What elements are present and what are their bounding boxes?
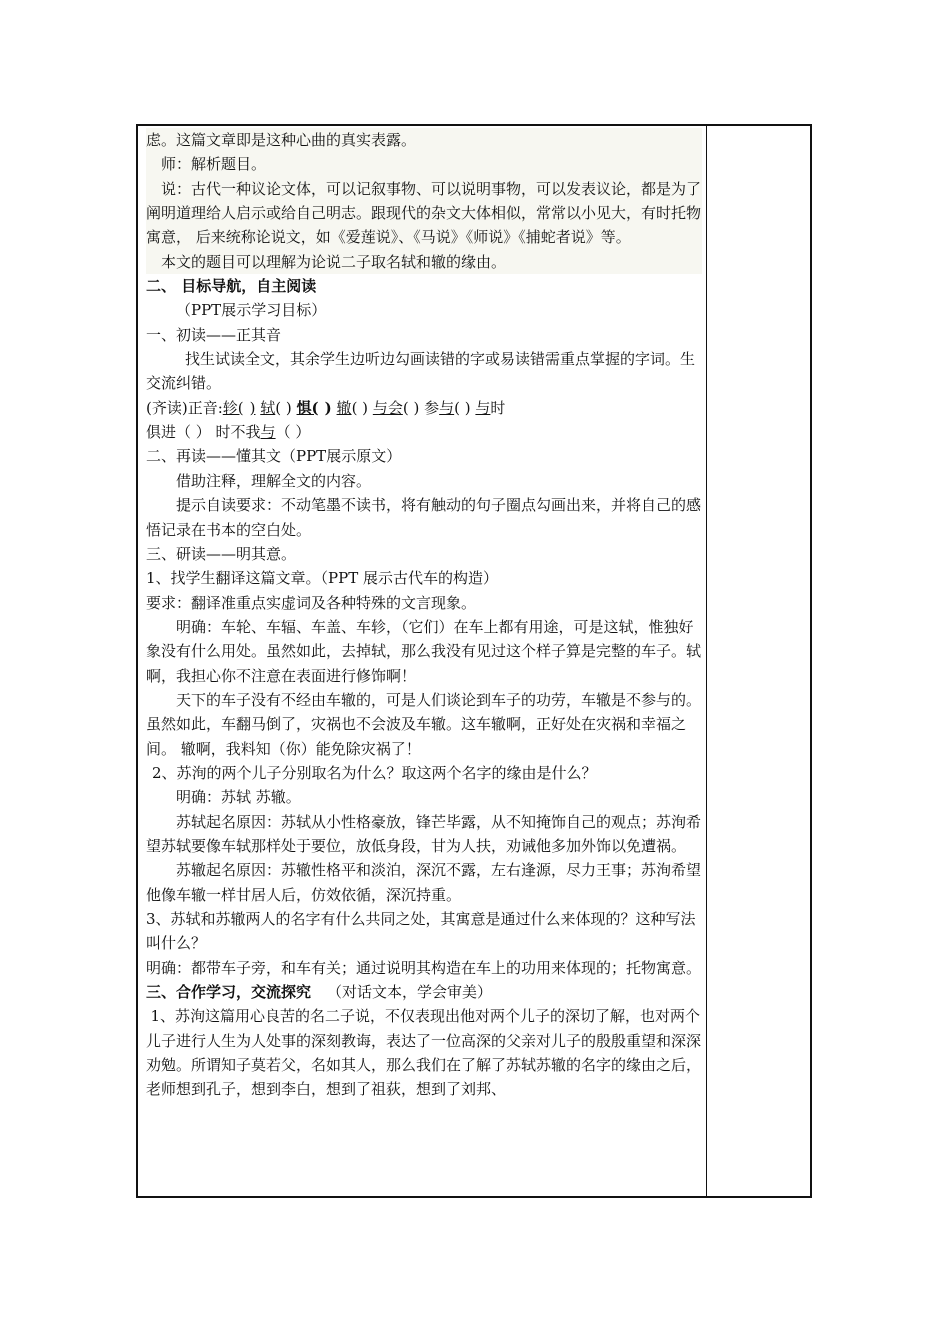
paragraph: 天下的车子没有不经由车辙的，可是人们谈论到车子的功劳，车辙是不参与的。虽然如此，车翻马倒了，灾祸也不会波及车辙。这车辙啊，正好处在灾祸和幸福之间。 辙啊，我料知（你）能免除灾祸了！ — [146, 690, 702, 758]
underlined-word: 轼 — [260, 398, 276, 417]
pronunciation-line — [146, 396, 702, 420]
heading-note: （对话文本，学会审美） — [327, 983, 493, 1002]
lesson-table — [136, 124, 812, 1198]
blank: ( ) — [351, 398, 369, 417]
underlined-word: ) — [249, 398, 256, 417]
pronunciation-line — [146, 420, 702, 444]
text-span: 时 — [490, 398, 506, 417]
underlined-word: 辙 — [336, 398, 352, 417]
text-span: （ ） — [275, 423, 311, 442]
paragraph: 1、苏洵这篇用心良苦的名二子说，不仅表现出他对两个儿子的深切了解，也对两个儿子进行人生为人处事的深刻教诲，表达了一位高深的父亲对儿子的殷殷重望和深深劝勉。所谓知子莫若父，名如其人，那么我们在了解了苏轼苏辙的名字的缘由之后，老师想到孔子，想到李白，想到了祖荻，想到了刘邦、 — [146, 1007, 702, 1099]
underlined-word: 与会 — [372, 398, 403, 417]
paragraph: 借助注释，理解全文的内容。 — [176, 471, 372, 490]
subsection-heading: 三、研读——明其意。 — [146, 544, 297, 563]
blank: ( ) — [275, 398, 292, 417]
column-divider — [706, 126, 707, 1196]
paragraph: 找生试读全文，其余学生边听边勾画读错的字或易读错需重点掌握的字词。生交流纠错。 — [146, 350, 696, 393]
paragraph: 本文的题目可以理解为论说二子取名轼和辙的缘由。 — [146, 250, 702, 274]
blank: ( ) — [454, 398, 471, 417]
text-span: ) — [324, 398, 332, 417]
paragraph: 1、找学生翻译这篇文章。（PPT 展示古代车的构造） — [146, 569, 499, 588]
paragraph: 说：古代一种议论文体，可以记叙事物、可以说明事物，可以发表议论，都是为了阐明道理给人启示或给自己明志。跟现代的杂文大体相似，常常以小见大，有时托物寓意， 后来统称论说文，如《爱莲说》、《马说》《师说》《捕蛇者说》等。 — [146, 177, 702, 250]
paragraph: 苏辙起名原因：苏辙性格平和淡泊，深沉不露，左右逢源，尽力王事；苏洵希望他像车辙一样甘居人后，仿效依循，深沉持重。 — [146, 861, 702, 904]
paragraph: 明确：苏轼 苏辙。 — [176, 788, 301, 807]
underlined-word: 与 — [475, 398, 491, 417]
blank: ( ) — [402, 398, 420, 417]
paragraph: 要求：翻译准重点实虚词及各种特殊的文言现象。 — [146, 593, 477, 612]
paragraph: （PPT展示学习目标） — [176, 301, 327, 320]
text-span: 俱进（ ） 时不我 — [146, 423, 261, 442]
paragraph: 明确：都带车子旁，和车有关；通过说明其构造在车上的功用来体现的；托物寓意。 — [146, 958, 702, 977]
text-span: 参 — [424, 398, 440, 417]
underlined-word: 与 — [260, 423, 276, 442]
paragraph: 虑。这篇文章即是这种心曲的真实表露。 — [146, 128, 702, 152]
paragraph: 明确：车轮、车辐、车盖、车轸，（它们）在车上都有用途，可是这轼，惟独好象没有什么用处。虽然如此，去掉轼，那么我没有见过这个样子算是完整的车子。轼啊，我担心你不注意在表面进行修饰啊！ — [146, 617, 702, 685]
section-heading-line — [146, 980, 702, 1004]
question: 3、苏轼和苏辙两人的名字有什么共同之处，其寓意是通过什么来体现的？这种写法叫什么？ — [146, 910, 696, 953]
paragraph: 苏轼起名原因：苏轼从小性格豪放，锋芒毕露，从不知掩饰自己的观点；苏洵希望苏轼要像车轼那样处于要位，放低身段，甘为人扶，劝诫他多加外饰以免遭祸。 — [146, 812, 702, 855]
paragraph: 师：解析题目。 — [146, 152, 702, 176]
subsection-heading: 一、初读——正其音 — [146, 325, 282, 344]
text-span: (齐读)正音: — [146, 398, 223, 417]
section-heading: 三、合作学习，交流探究 — [146, 983, 312, 1002]
underlined-word: 与 — [439, 398, 455, 417]
underlined-word: 惧( — [296, 398, 319, 417]
paragraph: 提示自读要求：不动笔墨不读书，将有触动的句子圈点勾画出来，并将自己的感悟记录在书本的空白处。 — [146, 496, 702, 539]
subsection-heading: 二、再读——懂其文（PPT展示原文） — [146, 447, 402, 466]
section-heading: 二、 目标导航，自主阅读 — [146, 277, 317, 296]
lesson-content — [146, 128, 702, 1102]
underlined-word: 轸( — [222, 398, 244, 417]
question: 2、苏洵的两个儿子分别取名为什么？取这两个名字的缘由是什么？ — [152, 763, 597, 782]
